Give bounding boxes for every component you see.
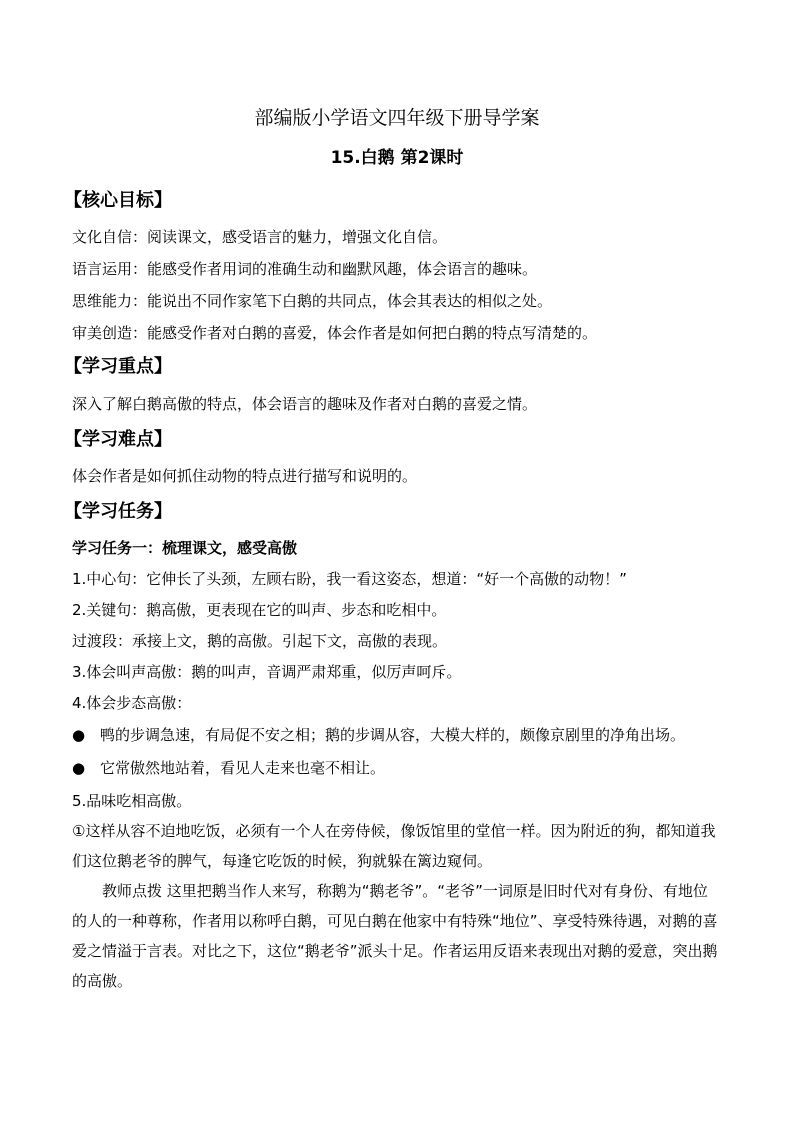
task-line: 3.体会叫声高傲：鹅的叫声，音调严肃郑重，似厉声呵斥。 [72, 663, 462, 681]
task-line: 过渡段：承接上文，鹅的高傲。引起下文，高傲的表现。 [72, 632, 448, 650]
page-title: 部编版小学语文四年级下册导学案 [254, 107, 540, 129]
bullet-icon: ● [72, 759, 86, 777]
difficulties-heading: 【学习难点】 [64, 429, 172, 450]
task-line: 4.体会步态高傲： [72, 694, 192, 712]
bullet-item: 它常傲然地站着，看见人走来也毫不相让。 [100, 759, 386, 777]
paragraph: ①这样从容不迫地吃饭，必须有一个人在旁侍候，像饭馆里的堂倌一样。因为附近的狗，都知道我们这位鹅老爷的脾气，每逢它吃饭的时候，狗就躲在篱边窥伺。 [72, 822, 716, 870]
task-line: 2.关键句：鹅高傲，更表现在它的叫声、步态和吃相中。 [72, 601, 447, 619]
core-goal-item: 审美创造：能感受作者对白鹅的喜爱，体会作者是如何把白鹅的特点写清楚的。 [72, 324, 598, 342]
task-line: 5.品味吃相高傲。 [72, 792, 192, 810]
core-goal-item: 语言运用：能感受作者用词的准确生动和幽默风趣，体会语言的趣味。 [72, 260, 538, 278]
task-line: 1.中心句：它伸长了头颈，左顾右盼，我一看这姿态，想道：“好一个高傲的动物！” [72, 570, 627, 588]
difficulties-text: 体会作者是如何抓住动物的特点进行描写和说明的。 [72, 467, 418, 485]
core-goal-item: 思维能力：能说出不同作家笔下白鹅的共同点，体会其表达的相似之处。 [72, 292, 553, 310]
core-goal-item: 文化自信：阅读课文，感受语言的魅力，增强文化自信。 [72, 228, 448, 246]
bullet-item: 鸭的步调急速，有局促不安之相；鹅的步调从容，大模大样的，颇像京剧里的净角出场。 [100, 726, 686, 744]
lesson-subtitle: 15.白鹅 第2课时 [330, 148, 464, 168]
task1-title: 学习任务一：梳理课文，感受高傲 [72, 539, 298, 557]
key-points-text: 深入了解白鹅高傲的特点，体会语言的趣味及作者对白鹅的喜爱之情。 [72, 395, 538, 413]
key-points-heading: 【学习重点】 [64, 356, 172, 377]
bullet-icon: ● [72, 726, 86, 744]
core-goals-heading: 【核心目标】 [64, 190, 172, 211]
teacher-note-paragraph: 教师点拨 这里把鹅当作人来写，称鹅为“鹅老爷”。“老爷”一词原是旧时代对有身份、有地位的人的一种尊称，作者用以称呼白鹅，可见白鹅在他家中有特殊“地位”、享受特殊待遇，对鹅的喜爱之情溢于言表。对比之下，这位“鹅老爷”派头十足。作者运用反语来表现出对鹅的爱意，突出鹅的高傲。 [72, 882, 718, 990]
tasks-heading: 【学习任务】 [64, 501, 172, 522]
